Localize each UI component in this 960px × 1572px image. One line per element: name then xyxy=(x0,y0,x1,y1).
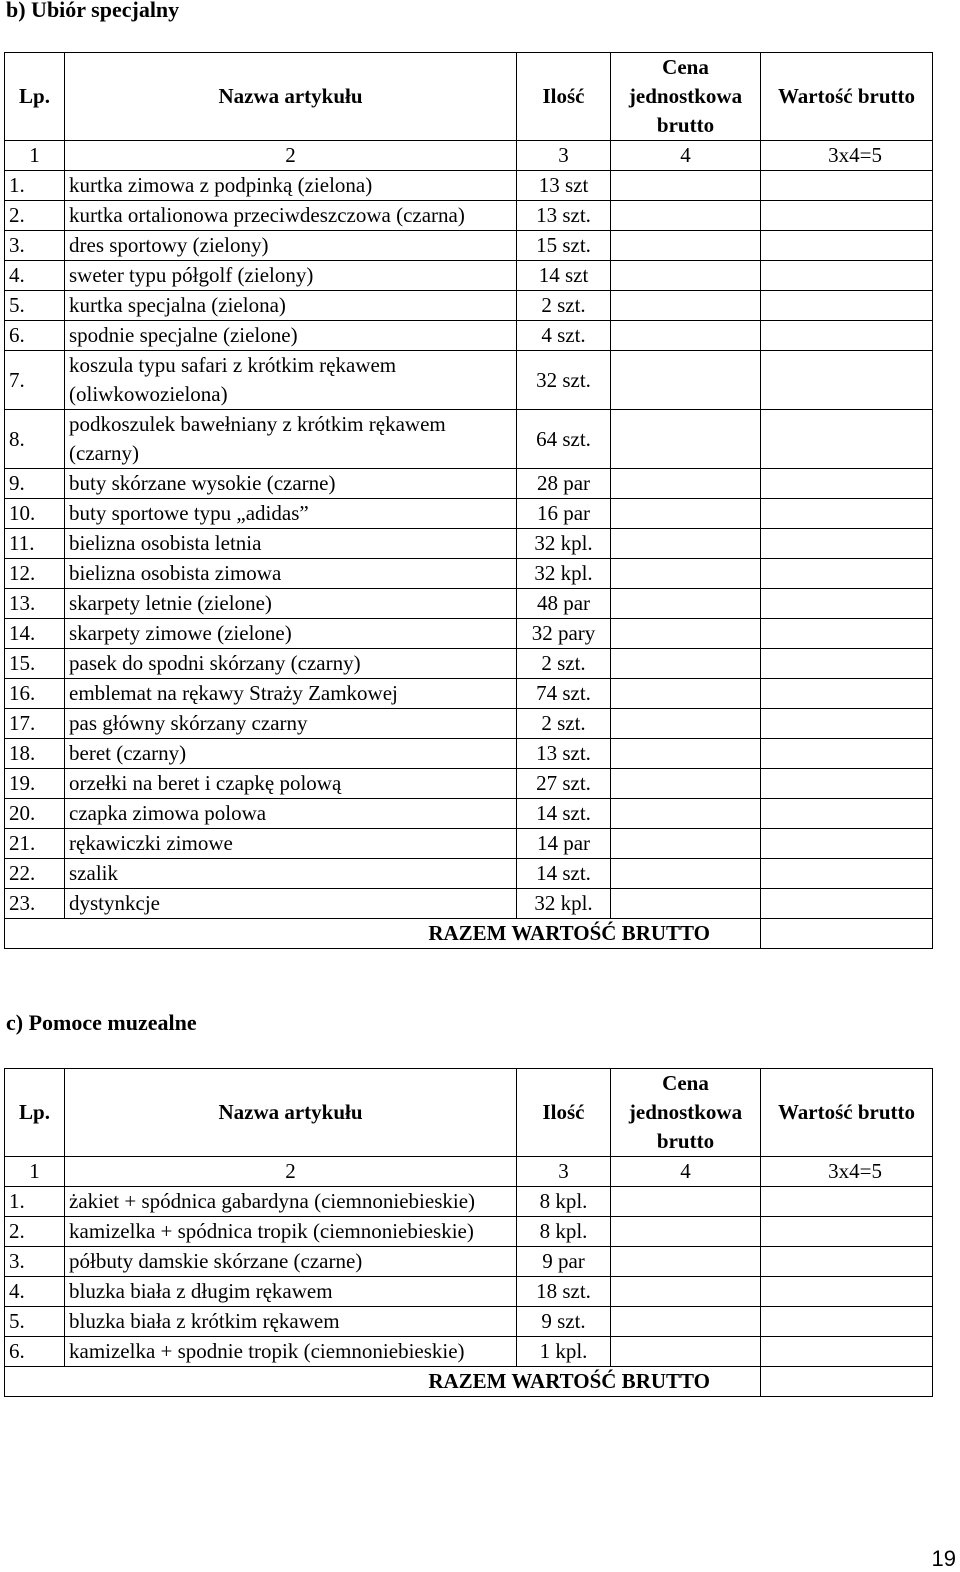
numbering-cell: 4 xyxy=(611,1157,761,1187)
row-lp: 3. xyxy=(5,1247,65,1277)
table-row xyxy=(5,291,933,321)
row-qty: 32 kpl. xyxy=(517,529,611,559)
row-name: dres sportowy (zielony) xyxy=(65,231,517,261)
header-name: Nazwa artykułu xyxy=(65,1069,517,1157)
row-name: kurtka specjalna (zielona) xyxy=(65,291,517,321)
row-value xyxy=(761,1277,933,1307)
header-lp: Lp. xyxy=(5,53,65,141)
row-lp: 18. xyxy=(5,739,65,769)
table-b xyxy=(4,52,933,949)
row-value xyxy=(761,1217,933,1247)
row-value xyxy=(761,529,933,559)
row-price xyxy=(611,889,761,919)
header-lp: Lp. xyxy=(5,1069,65,1157)
row-value xyxy=(761,1187,933,1217)
row-qty: 4 szt. xyxy=(517,321,611,351)
table-row xyxy=(5,1247,933,1277)
row-qty: 2 szt. xyxy=(517,709,611,739)
numbering-cell: 3 xyxy=(517,1157,611,1187)
row-lp: 4. xyxy=(5,1277,65,1307)
numbering-cell: 1 xyxy=(5,1157,65,1187)
row-name: czapka zimowa polowa xyxy=(65,799,517,829)
row-lp: 2. xyxy=(5,201,65,231)
row-qty: 14 szt. xyxy=(517,799,611,829)
row-lp: 5. xyxy=(5,291,65,321)
row-value xyxy=(761,619,933,649)
row-value xyxy=(761,799,933,829)
row-value xyxy=(761,589,933,619)
row-name: koszula typu safari z krótkim rękawem (oliwkowozielona) xyxy=(65,351,517,410)
row-value xyxy=(761,469,933,499)
row-lp: 9. xyxy=(5,469,65,499)
row-value xyxy=(761,709,933,739)
numbering-cell: 2 xyxy=(65,141,517,171)
row-name: kurtka ortalionowa przeciwdeszczowa (czarna) xyxy=(65,201,517,231)
row-lp: 20. xyxy=(5,799,65,829)
row-name: emblemat na rękawy Straży Zamkowej xyxy=(65,679,517,709)
row-price xyxy=(611,649,761,679)
table-c-body xyxy=(5,1187,933,1367)
row-qty: 8 kpl. xyxy=(517,1217,611,1247)
numbering-cell: 1 xyxy=(5,141,65,171)
row-price xyxy=(611,829,761,859)
table-row xyxy=(5,1337,933,1367)
row-qty: 2 szt. xyxy=(517,649,611,679)
row-value xyxy=(761,649,933,679)
row-price xyxy=(611,529,761,559)
row-qty: 74 szt. xyxy=(517,679,611,709)
row-name: półbuty damskie skórzane (czarne) xyxy=(65,1247,517,1277)
row-name: bielizna osobista letnia xyxy=(65,529,517,559)
row-value xyxy=(761,859,933,889)
table-row xyxy=(5,201,933,231)
table-row xyxy=(5,261,933,291)
row-name: rękawiczki zimowe xyxy=(65,829,517,859)
row-qty: 14 par xyxy=(517,829,611,859)
row-qty: 9 szt. xyxy=(517,1307,611,1337)
row-qty: 48 par xyxy=(517,589,611,619)
table-row xyxy=(5,799,933,829)
header-price: Cena jednostkowa brutto xyxy=(611,1069,761,1157)
header-value: Wartość brutto xyxy=(761,53,933,141)
row-name: szalik xyxy=(65,859,517,889)
row-qty: 18 szt. xyxy=(517,1277,611,1307)
table-row xyxy=(5,529,933,559)
header-value: Wartość brutto xyxy=(761,1069,933,1157)
row-qty: 32 pary xyxy=(517,619,611,649)
row-qty: 27 szt. xyxy=(517,769,611,799)
row-price xyxy=(611,321,761,351)
row-name: buty sportowe typu „adidas” xyxy=(65,499,517,529)
table-row xyxy=(5,321,933,351)
table-row xyxy=(5,769,933,799)
numbering-cell: 3x4=5 xyxy=(761,1157,933,1187)
row-lp: 14. xyxy=(5,619,65,649)
row-lp: 4. xyxy=(5,261,65,291)
table-row xyxy=(5,619,933,649)
row-lp: 16. xyxy=(5,679,65,709)
row-qty: 13 szt. xyxy=(517,201,611,231)
row-lp: 1. xyxy=(5,1187,65,1217)
row-price xyxy=(611,589,761,619)
row-name: dystynkcje xyxy=(65,889,517,919)
row-value xyxy=(761,829,933,859)
row-price xyxy=(611,859,761,889)
row-lp: 15. xyxy=(5,649,65,679)
row-lp: 1. xyxy=(5,171,65,201)
row-name: spodnie specjalne (zielone) xyxy=(65,321,517,351)
row-price xyxy=(611,709,761,739)
numbering-cell: 3x4=5 xyxy=(761,141,933,171)
row-value xyxy=(761,1307,933,1337)
row-value xyxy=(761,1247,933,1277)
table-row xyxy=(5,499,933,529)
row-qty: 64 szt. xyxy=(517,410,611,469)
row-lp: 19. xyxy=(5,769,65,799)
row-lp: 8. xyxy=(5,410,65,469)
row-value xyxy=(761,739,933,769)
row-value xyxy=(761,231,933,261)
row-price xyxy=(611,410,761,469)
row-price xyxy=(611,351,761,410)
table-b-body xyxy=(5,171,933,919)
row-lp: 5. xyxy=(5,1307,65,1337)
table-row xyxy=(5,469,933,499)
row-price xyxy=(611,499,761,529)
row-lp: 6. xyxy=(5,321,65,351)
table-row xyxy=(5,1217,933,1247)
row-price xyxy=(611,679,761,709)
row-value xyxy=(761,679,933,709)
table-row xyxy=(5,410,933,469)
row-value xyxy=(761,559,933,589)
row-name: skarpety zimowe (zielone) xyxy=(65,619,517,649)
row-lp: 22. xyxy=(5,859,65,889)
header-qty: Ilość xyxy=(517,53,611,141)
section-c-title: c) Pomoce muzealne xyxy=(6,1010,197,1035)
row-qty: 9 par xyxy=(517,1247,611,1277)
row-qty: 28 par xyxy=(517,469,611,499)
row-price xyxy=(611,291,761,321)
row-qty: 2 szt. xyxy=(517,291,611,321)
row-qty: 32 kpl. xyxy=(517,559,611,589)
row-value xyxy=(761,261,933,291)
row-lp: 6. xyxy=(5,1337,65,1367)
table-c xyxy=(4,1068,933,1397)
row-name: kurtka zimowa z podpinką (zielona) xyxy=(65,171,517,201)
table-row xyxy=(5,171,933,201)
row-qty: 32 szt. xyxy=(517,351,611,410)
row-value xyxy=(761,499,933,529)
table-row xyxy=(5,1307,933,1337)
row-lp: 7. xyxy=(5,351,65,410)
row-qty: 13 szt xyxy=(517,171,611,201)
numbering-cell: 3 xyxy=(517,141,611,171)
row-price xyxy=(611,559,761,589)
row-price xyxy=(611,261,761,291)
row-price xyxy=(611,1217,761,1247)
row-name: bluzka biała z krótkim rękawem xyxy=(65,1307,517,1337)
row-name: sweter typu półgolf (zielony) xyxy=(65,261,517,291)
table-row xyxy=(5,649,933,679)
row-price xyxy=(611,619,761,649)
row-value xyxy=(761,351,933,410)
row-price xyxy=(611,1247,761,1277)
row-name: kamizelka + spódnica tropik (ciemnoniebieskie) xyxy=(65,1217,517,1247)
row-name: podkoszulek bawełniany z krótkim rękawem (czarny) xyxy=(65,410,517,469)
row-qty: 8 kpl. xyxy=(517,1187,611,1217)
row-price xyxy=(611,1337,761,1367)
numbering-cell: 4 xyxy=(611,141,761,171)
row-name: żakiet + spódnica gabardyna (ciemnoniebieskie) xyxy=(65,1187,517,1217)
row-qty: 32 kpl. xyxy=(517,889,611,919)
table-row xyxy=(5,829,933,859)
table-row xyxy=(5,739,933,769)
row-price xyxy=(611,231,761,261)
row-value xyxy=(761,769,933,799)
row-lp: 2. xyxy=(5,1217,65,1247)
table-row xyxy=(5,889,933,919)
row-lp: 10. xyxy=(5,499,65,529)
row-lp: 11. xyxy=(5,529,65,559)
row-value xyxy=(761,321,933,351)
row-name: bluzka biała z długim rękawem xyxy=(65,1277,517,1307)
row-value xyxy=(761,171,933,201)
total-label: RAZEM WARTOŚĆ BRUTTO xyxy=(5,919,761,949)
row-qty: 16 par xyxy=(517,499,611,529)
table-row xyxy=(5,1187,933,1217)
row-price xyxy=(611,469,761,499)
row-lp: 23. xyxy=(5,889,65,919)
row-price xyxy=(611,739,761,769)
row-lp: 3. xyxy=(5,231,65,261)
row-name: kamizelka + spodnie tropik (ciemnoniebieskie) xyxy=(65,1337,517,1367)
row-price xyxy=(611,799,761,829)
row-name: bielizna osobista zimowa xyxy=(65,559,517,589)
row-name: pasek do spodni skórzany (czarny) xyxy=(65,649,517,679)
row-qty: 1 kpl. xyxy=(517,1337,611,1367)
header-qty: Ilość xyxy=(517,1069,611,1157)
row-lp: 12. xyxy=(5,559,65,589)
total-label: RAZEM WARTOŚĆ BRUTTO xyxy=(5,1367,761,1397)
row-qty: 14 szt. xyxy=(517,859,611,889)
row-price xyxy=(611,171,761,201)
table-row xyxy=(5,351,933,410)
table-row xyxy=(5,231,933,261)
table-row xyxy=(5,709,933,739)
row-value xyxy=(761,201,933,231)
section-b-title: b) Ubiór specjalny xyxy=(6,0,180,22)
row-lp: 13. xyxy=(5,589,65,619)
row-price xyxy=(611,1277,761,1307)
row-qty: 14 szt xyxy=(517,261,611,291)
row-price xyxy=(611,769,761,799)
total-value-cell xyxy=(761,919,933,949)
header-name: Nazwa artykułu xyxy=(65,53,517,141)
row-qty: 13 szt. xyxy=(517,739,611,769)
row-name: buty skórzane wysokie (czarne) xyxy=(65,469,517,499)
row-name: beret (czarny) xyxy=(65,739,517,769)
page-number: 19 xyxy=(931,1546,956,1571)
row-name: orzełki na beret i czapkę polową xyxy=(65,769,517,799)
row-price xyxy=(611,1187,761,1217)
row-price xyxy=(611,201,761,231)
total-value-cell xyxy=(761,1367,933,1397)
numbering-cell: 2 xyxy=(65,1157,517,1187)
row-value xyxy=(761,889,933,919)
row-value xyxy=(761,1337,933,1367)
table-row xyxy=(5,559,933,589)
table-row xyxy=(5,589,933,619)
table-row xyxy=(5,1277,933,1307)
row-price xyxy=(611,1307,761,1337)
table-row xyxy=(5,679,933,709)
table-row xyxy=(5,859,933,889)
row-lp: 21. xyxy=(5,829,65,859)
row-name: skarpety letnie (zielone) xyxy=(65,589,517,619)
row-qty: 15 szt. xyxy=(517,231,611,261)
row-value xyxy=(761,291,933,321)
header-price: Cena jednostkowa brutto xyxy=(611,53,761,141)
row-name: pas główny skórzany czarny xyxy=(65,709,517,739)
row-value xyxy=(761,410,933,469)
row-lp: 17. xyxy=(5,709,65,739)
